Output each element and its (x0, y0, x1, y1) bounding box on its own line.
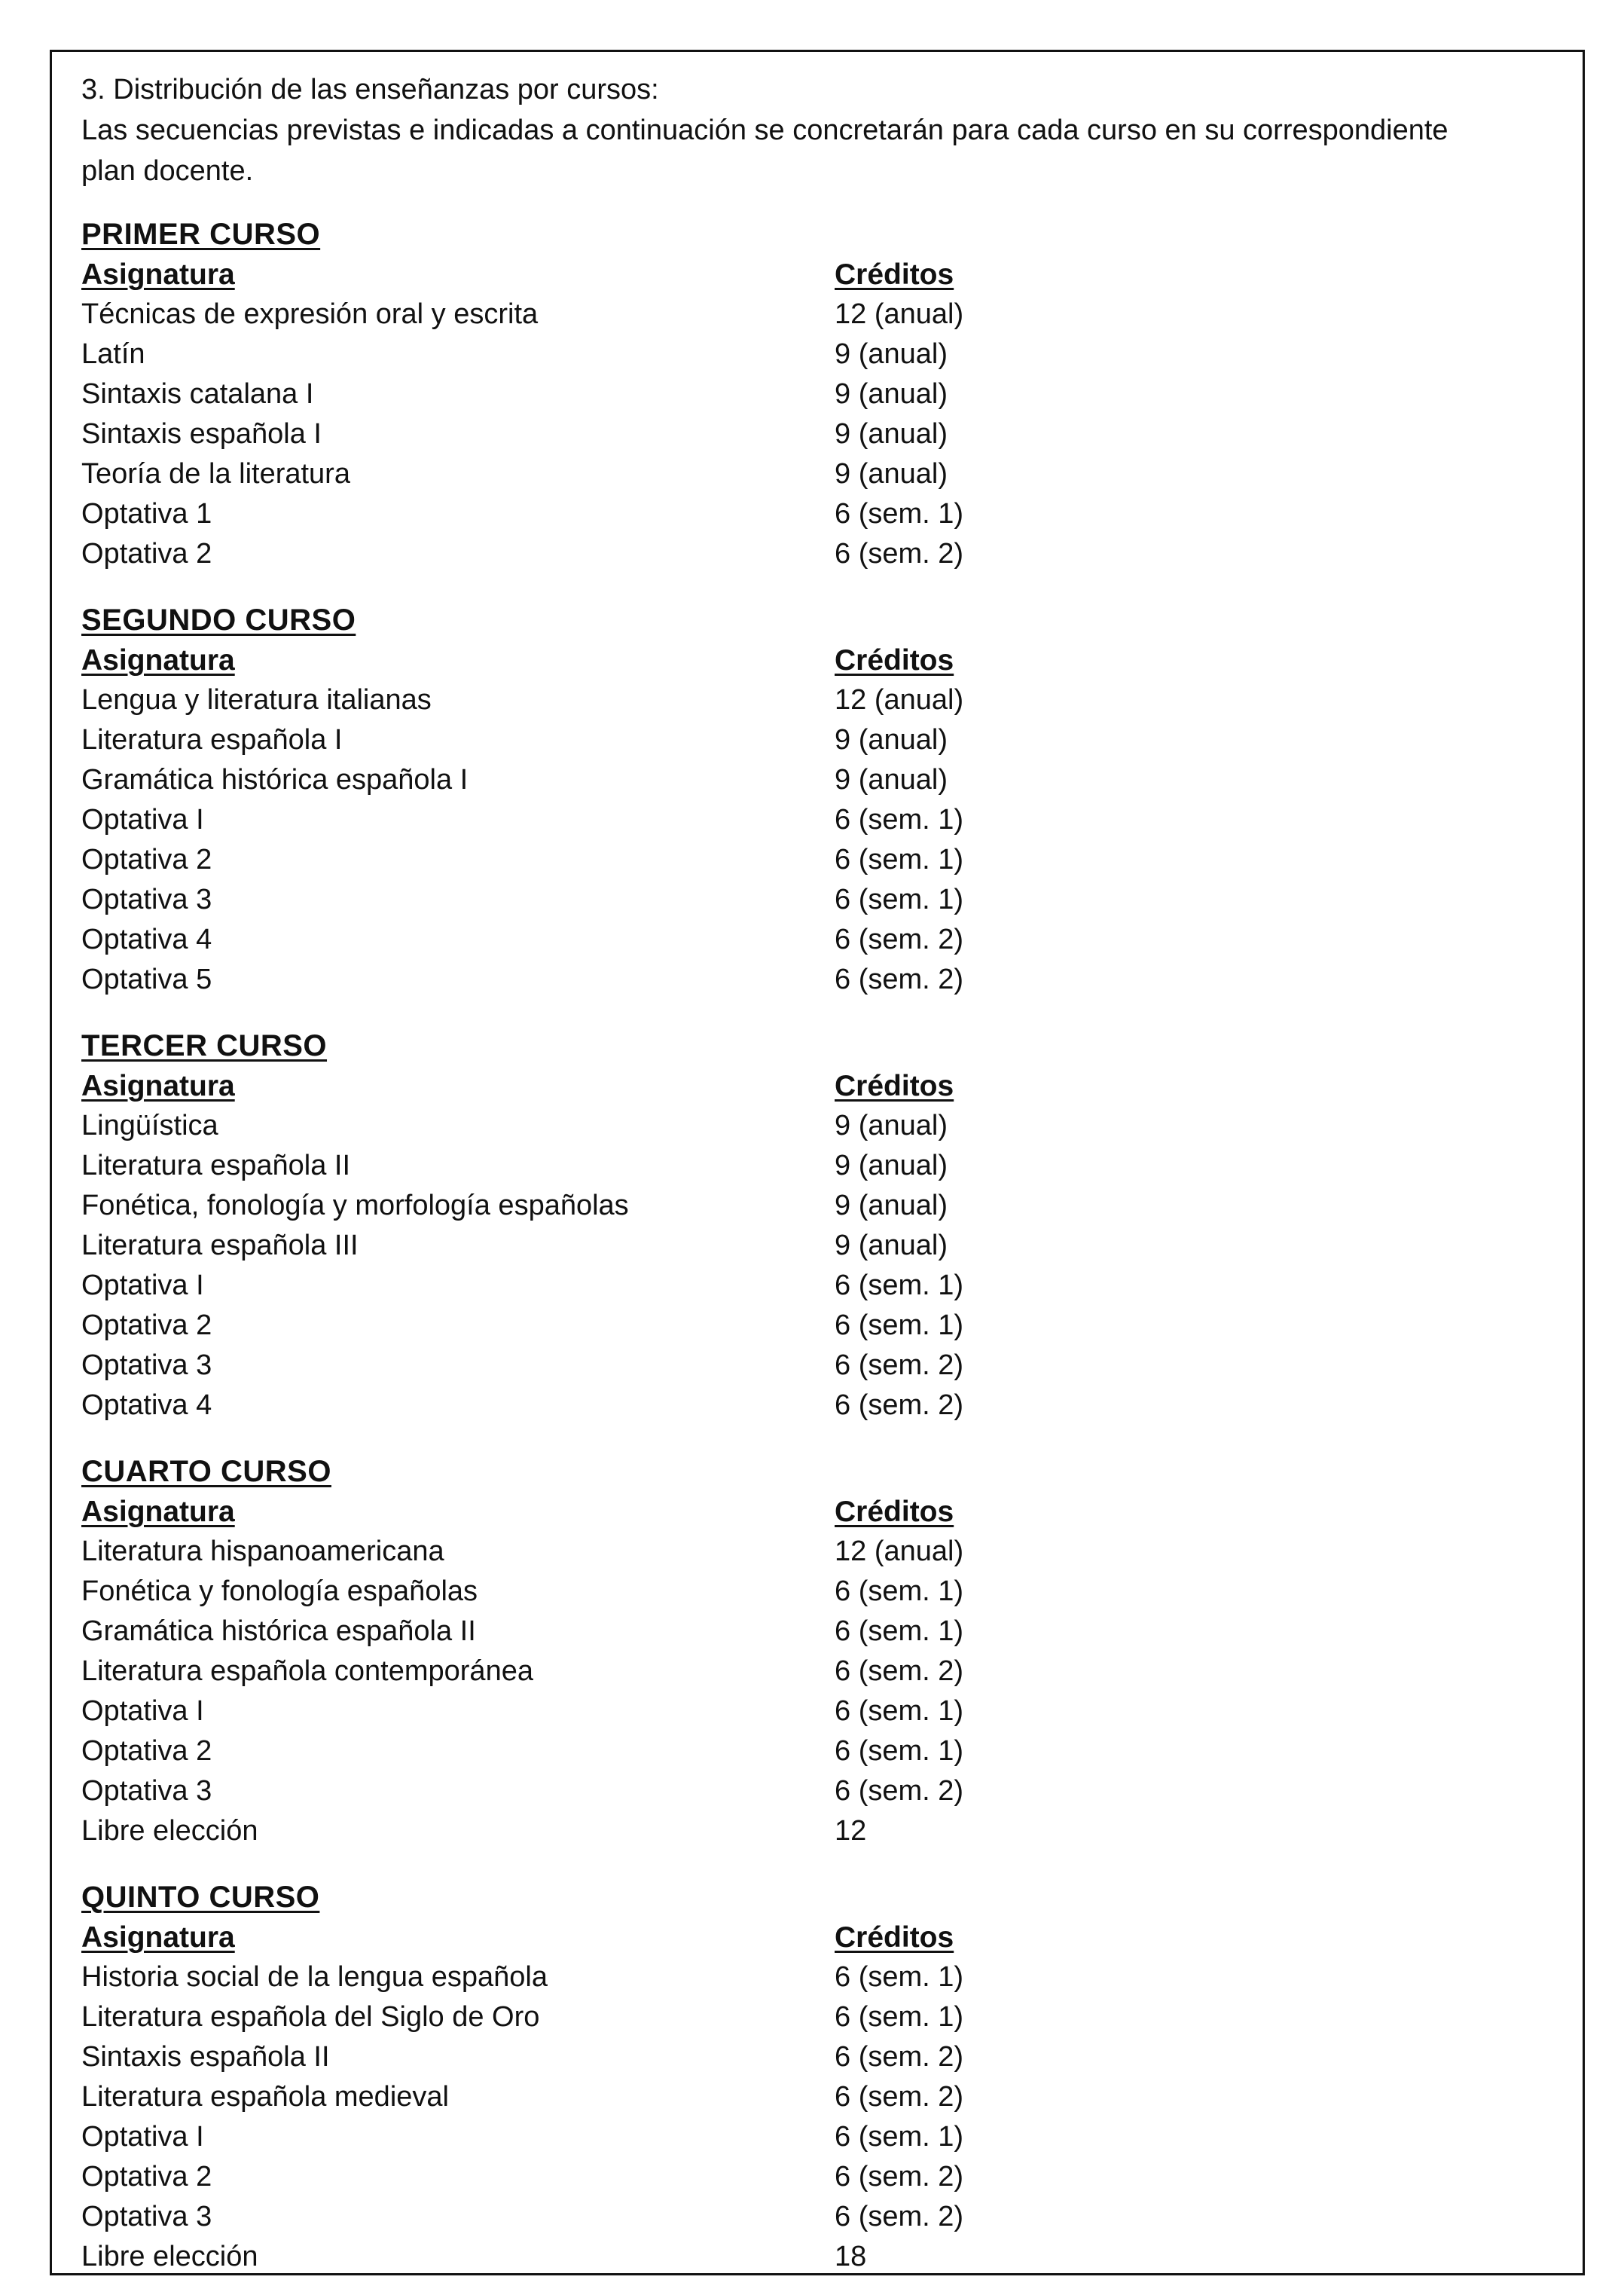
subject-credits: 18 (835, 2241, 867, 2272)
course-section (81, 1877, 1558, 2277)
subject-name: Técnicas de expresión oral y escrita (81, 298, 539, 330)
subject-row (81, 1346, 1558, 1386)
subject-name: Optativa 3 (81, 1775, 212, 1807)
subject-credits: 9 (anual) (835, 378, 948, 410)
subject-credits: 6 (sem. 1) (835, 804, 964, 836)
subject-row (81, 1146, 1558, 1186)
subject-name: Fonética y fonología españolas (81, 1575, 478, 1607)
subject-credits: 6 (sem. 1) (835, 1309, 964, 1341)
subject-credits: 9 (anual) (835, 764, 948, 796)
subject-credits: 9 (anual) (835, 1190, 948, 1221)
credits-column-header: Créditos (835, 1496, 954, 1528)
column-header-row (81, 640, 1558, 680)
subject-name: Lingüística (81, 1110, 218, 1141)
subject-name: Literatura española del Siglo de Oro (81, 2001, 540, 2033)
subject-name: Teoría de la literatura (81, 458, 350, 490)
subject-name: Optativa 2 (81, 1735, 212, 1767)
subject-row (81, 2197, 1558, 2237)
subject-row (81, 534, 1558, 574)
subject-row (81, 414, 1558, 454)
subject-row (81, 1652, 1558, 1691)
subject-row (81, 1811, 1558, 1851)
subject-credits: 6 (sem. 1) (835, 1615, 964, 1647)
subject-name: Literatura hispanoamericana (81, 1536, 444, 1567)
subject-name: Optativa I (81, 804, 204, 836)
subject-credits: 6 (sem. 2) (835, 1349, 964, 1381)
subject-credits: 6 (sem. 1) (835, 844, 964, 876)
subject-row (81, 2077, 1558, 2117)
subject-row (81, 920, 1558, 960)
intro-heading: 3. Distribución de las enseñanzas por cursos: (81, 74, 659, 105)
subject-name: Optativa 3 (81, 1349, 212, 1381)
subject-row (81, 295, 1558, 335)
subject-name: Lengua y literatura italianas (81, 684, 432, 716)
subject-name: Historia social de la lengua española (81, 1961, 548, 1993)
subject-column-header: Asignatura (81, 1921, 235, 1954)
subject-name: Literatura española II (81, 1150, 351, 1181)
subject-row (81, 720, 1558, 760)
subject-name: Optativa 3 (81, 884, 212, 915)
subject-credits: 6 (sem. 1) (835, 498, 964, 530)
subject-row (81, 840, 1558, 880)
subject-row (81, 2037, 1558, 2077)
subject-credits: 6 (sem. 1) (835, 1695, 964, 1727)
subject-row (81, 1266, 1558, 1306)
course-section (81, 600, 1558, 1000)
subject-row (81, 1691, 1558, 1731)
course-title: PRIMER CURSO (81, 218, 321, 251)
subject-credits: 9 (anual) (835, 458, 948, 490)
subject-row (81, 2117, 1558, 2157)
subject-name: Libre elección (81, 1815, 258, 1847)
subject-row (81, 2237, 1558, 2277)
subject-row (81, 1106, 1558, 1146)
subject-credits: 6 (sem. 2) (835, 924, 964, 955)
subject-name: Optativa 3 (81, 2201, 212, 2232)
subject-row (81, 335, 1558, 374)
subject-name: Optativa 5 (81, 964, 212, 995)
subject-row (81, 680, 1558, 720)
subject-credits: 6 (sem. 2) (835, 1655, 964, 1687)
subject-row (81, 1306, 1558, 1346)
subject-name: Optativa I (81, 1695, 204, 1727)
subject-credits: 12 (anual) (835, 1536, 964, 1567)
subject-row (81, 1997, 1558, 2037)
column-header-row (81, 255, 1558, 295)
course-title: CUARTO CURSO (81, 1455, 331, 1488)
subject-name: Optativa 4 (81, 1389, 212, 1421)
subject-credits: 6 (sem. 1) (835, 1961, 964, 1993)
subject-row (81, 1572, 1558, 1612)
intro-section (81, 69, 1558, 191)
subject-name: Optativa 4 (81, 924, 212, 955)
subject-credits: 9 (anual) (835, 1230, 948, 1261)
subject-row (81, 760, 1558, 800)
credits-column-header: Créditos (835, 644, 954, 677)
subject-name: Libre elección (81, 2241, 258, 2272)
subject-row (81, 1226, 1558, 1266)
subject-credits: 9 (anual) (835, 418, 948, 450)
subject-credits: 6 (sem. 1) (835, 884, 964, 915)
subject-credits: 6 (sem. 1) (835, 2121, 964, 2153)
course-title: QUINTO CURSO (81, 1881, 320, 1914)
credits-column-header: Créditos (835, 1921, 954, 1954)
subject-name: Literatura española III (81, 1230, 359, 1261)
subject-credits: 12 (835, 1815, 867, 1847)
subject-row (81, 1386, 1558, 1426)
subject-row (81, 1612, 1558, 1652)
subject-row (81, 1731, 1558, 1771)
subject-credits: 6 (sem. 1) (835, 1575, 964, 1607)
subject-credits: 6 (sem. 2) (835, 2081, 964, 2113)
subject-column-header: Asignatura (81, 258, 235, 291)
subject-name: Optativa 2 (81, 1309, 212, 1341)
course-section (81, 214, 1558, 574)
subject-name: Optativa 2 (81, 844, 212, 876)
subject-credits: 6 (sem. 1) (835, 1270, 964, 1301)
course-title: TERCER CURSO (81, 1029, 328, 1062)
course-section (81, 1451, 1558, 1851)
course-section (81, 1025, 1558, 1426)
subject-row (81, 1186, 1558, 1226)
subject-name: Literatura española I (81, 724, 343, 756)
subject-name: Sintaxis catalana I (81, 378, 314, 410)
subject-credits: 6 (sem. 2) (835, 964, 964, 995)
subject-credits: 9 (anual) (835, 1150, 948, 1181)
subject-name: Literatura española contemporánea (81, 1655, 533, 1687)
subject-row (81, 2157, 1558, 2197)
subject-name: Sintaxis española II (81, 2041, 330, 2073)
subject-credits: 6 (sem. 2) (835, 1775, 964, 1807)
column-header-row (81, 1492, 1558, 1532)
subject-row (81, 1771, 1558, 1811)
intro-text-line-2: plan docente. (81, 155, 254, 187)
subject-credits: 6 (sem. 2) (835, 538, 964, 570)
subject-column-header: Asignatura (81, 644, 235, 677)
subject-credits: 6 (sem. 2) (835, 2161, 964, 2193)
subject-name: Optativa I (81, 1270, 204, 1301)
subject-name: Optativa 2 (81, 538, 212, 570)
intro-text-line-1: Las secuencias previstas e indicadas a continuación se concretarán para cada curso en su correspondiente (81, 115, 1448, 146)
subject-name: Gramática histórica española II (81, 1615, 476, 1647)
subject-row (81, 1957, 1558, 1997)
subject-name: Fonética, fonología y morfología españolas (81, 1190, 629, 1221)
subject-row (81, 374, 1558, 414)
subject-name: Latín (81, 338, 145, 370)
column-header-row (81, 1066, 1558, 1106)
subject-credits: 9 (anual) (835, 338, 948, 370)
subject-credits: 6 (sem. 1) (835, 2001, 964, 2033)
document-content (81, 69, 1558, 2277)
subject-column-header: Asignatura (81, 1070, 235, 1102)
subject-row (81, 494, 1558, 534)
subject-credits: 12 (anual) (835, 684, 964, 716)
subject-credits: 12 (anual) (835, 298, 964, 330)
subject-credits: 6 (sem. 1) (835, 1735, 964, 1767)
subject-name: Optativa 1 (81, 498, 212, 530)
subject-credits: 9 (anual) (835, 1110, 948, 1141)
subject-row (81, 1532, 1558, 1572)
subject-row (81, 960, 1558, 1000)
subject-row (81, 454, 1558, 494)
subject-name: Optativa I (81, 2121, 204, 2153)
subject-name: Sintaxis española I (81, 418, 322, 450)
credits-column-header: Créditos (835, 1070, 954, 1102)
subject-name: Optativa 2 (81, 2161, 212, 2193)
subject-name: Literatura española medieval (81, 2081, 449, 2113)
subject-credits: 6 (sem. 2) (835, 1389, 964, 1421)
subject-column-header: Asignatura (81, 1496, 235, 1528)
subject-credits: 6 (sem. 2) (835, 2201, 964, 2232)
subject-row (81, 800, 1558, 840)
course-title: SEGUNDO CURSO (81, 604, 356, 637)
subject-row (81, 880, 1558, 920)
subject-name: Gramática histórica española I (81, 764, 469, 796)
credits-column-header: Créditos (835, 258, 954, 291)
column-header-row (81, 1918, 1558, 1957)
subject-credits: 6 (sem. 2) (835, 2041, 964, 2073)
subject-credits: 9 (anual) (835, 724, 948, 756)
